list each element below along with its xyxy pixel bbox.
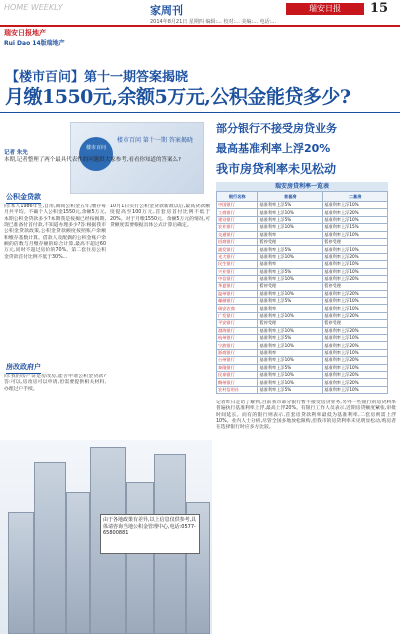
rate-table-grid <box>216 191 388 394</box>
table-row <box>217 305 388 312</box>
table-row <box>217 312 388 319</box>
bank-name-cell: 农业银行 <box>217 224 258 231</box>
rate-cell: 暂停受理 <box>258 320 323 327</box>
bank-name-cell: 招商银行 <box>217 238 258 245</box>
rate-cell: 暂停受理 <box>323 320 388 327</box>
table-row <box>217 224 388 231</box>
bank-name-cell: 民泰银行 <box>217 371 258 378</box>
rate-cell: 基准利率上浮15% <box>323 224 388 231</box>
subhead-2: 房改政府户 <box>6 362 41 374</box>
rate-cell: 基准利率上浮5% <box>258 216 323 223</box>
rate-cell: 基准利率上浮5% <box>258 202 323 209</box>
building <box>66 492 90 634</box>
rate-cell: 基准利率上浮10% <box>323 202 388 209</box>
rate-cell: 基准利率上浮20% <box>323 342 388 349</box>
bank-name-cell: 华夏银行 <box>217 283 258 290</box>
rate-cell: 基准利率上浮20% <box>323 275 388 282</box>
body-right-column: 记者昨日走访了解到,目前我市部分银行暂不接受房贷业务,另外一些银行的房贷利率普遍执行基准利率上浮,最高上浮20%。有银行工作人员表示,近期房贷额度紧张,审批时间延长。而有的银行则表示,首套房贷款利率最低为基准利率,二套房则需上浮10%。业内人士分析,尽管全国多地放松限购,但我市的房贷利率未见明显松动,购房者在选择银行时应多方比较。 <box>216 400 396 431</box>
rate-cell: 基准利率 <box>258 261 323 268</box>
table-row <box>217 253 388 260</box>
bank-name-cell: 稠州银行 <box>217 379 258 386</box>
rate-cell: 基准利率上浮5% <box>258 335 323 342</box>
rate-cell: 基准利率上浮10% <box>323 298 388 305</box>
rate-cell: 暂停受理 <box>323 238 388 245</box>
rate-cell: 基准利率上浮20% <box>323 327 388 334</box>
building <box>34 462 66 634</box>
table-row <box>217 320 388 327</box>
table-header: 二套房 <box>323 192 388 202</box>
table-row <box>217 298 388 305</box>
section-name-en: Rui Dao 14版瑞地产 <box>4 40 65 47</box>
table-row <box>217 268 388 275</box>
rate-cell: 基准利率上浮10% <box>323 268 388 275</box>
bank-name-cell: 中国银行 <box>217 202 258 209</box>
rate-cell: 基准利率 <box>258 349 323 356</box>
bank-name-cell: 浙商银行 <box>217 349 258 356</box>
bank-name-cell: 邮储银行 <box>217 298 258 305</box>
feature-text: 楼市百问 第十一期 答案揭晓 <box>117 137 193 144</box>
rate-cell: 基准利率上浮10% <box>323 246 388 253</box>
rate-cell: 基准利率 <box>258 231 323 238</box>
table-row <box>217 246 388 253</box>
rate-cell: 基准利率上浮10% <box>258 371 323 378</box>
table-row <box>217 209 388 216</box>
building <box>126 482 154 634</box>
bank-name-cell: 光大银行 <box>217 253 258 260</box>
bank-name-cell: 农村信用社 <box>217 386 258 393</box>
rate-cell: 基准利率上浮5% <box>258 364 323 371</box>
body-paragraph-1: 问:本人1986年生,自用,期间公积金五年,缴存每月共平均。不确个人公积金1550元,余额5万元,本期公积金贷款多少?本期我是按揭已经按揭期,现已准备付首付款,不知道办理多少?答:根据我市公积金贷款政策,公积金贷款额度按照账户余额和缴存基数计算。借款人及配偶的公积金账户余额的倍数与月缴存额的综合计算,最高不超过60万元,同时不超过房价的70%。第二套住房公积金贷款首付比例不低于30%... <box>4 204 106 260</box>
bank-name-cell: 浦发银行 <box>217 246 258 253</box>
body-paragraph-2: 10月1日实行公积金贷款新政以后,最高贷款额度提高至100万元,首套房首付比例不低于20%。对于月缴1550元、余额5万元的情况,可贷额度需要根据具体公式计算后确定。 <box>110 204 210 228</box>
rate-cell: 基准利率上浮20% <box>323 371 388 378</box>
table-row <box>217 327 388 334</box>
weekly-label: HOME WEEKLY <box>4 3 63 12</box>
bank-name-cell: 交通银行 <box>217 231 258 238</box>
rate-cell: 基准利率上浮10% <box>323 386 388 393</box>
rate-cell: 基准利率上浮10% <box>258 342 323 349</box>
page-number: 15 <box>370 1 389 16</box>
table-title: 瑞安房贷利率一览表 <box>216 182 388 191</box>
bank-name-cell: 台州银行 <box>217 357 258 364</box>
rate-cell: 基准利率上浮20% <box>323 290 388 297</box>
dateline: 2014年8月21日 星期四 编辑:... 校对:... 美编:... 电话:... <box>150 19 277 25</box>
deck-line-2: 最高基准利率上浮20% <box>216 142 331 155</box>
bank-name-cell: 平安银行 <box>217 320 258 327</box>
table-row <box>217 216 388 223</box>
table-header: 银行名称 <box>217 192 258 202</box>
bank-name-cell: 广发银行 <box>217 312 258 319</box>
rate-cell: 基准利率上浮5% <box>258 298 323 305</box>
rate-cell: 基准利率上浮20% <box>323 253 388 260</box>
table-header: 首套房 <box>258 192 323 202</box>
paper-name: 瑞安日报 <box>286 3 364 15</box>
bank-name-cell: 中信银行 <box>217 275 258 282</box>
bank-name-cell: 泰隆银行 <box>217 364 258 371</box>
rate-cell: 基准利率上浮10% <box>258 290 323 297</box>
rate-cell: 基准利率上浮10% <box>258 253 323 260</box>
rate-cell: 基准利率上浮10% <box>323 216 388 223</box>
table-header-row <box>217 192 388 202</box>
rate-cell: 暂停受理 <box>258 238 323 245</box>
rate-cell: 基准利率上浮20% <box>323 357 388 364</box>
intro-text: 本期,记者整理了两个最具代表性的问题供大家参考,看看你知道的答案么? <box>4 157 181 164</box>
table-row <box>217 275 388 282</box>
deck-line-1: 部分银行不接受房贷业务 <box>216 122 337 135</box>
table-row <box>217 290 388 297</box>
rate-cell: 基准利率上浮5% <box>258 386 323 393</box>
byline: 记者 朱先 <box>4 150 28 156</box>
bank-name-cell: 兴业银行 <box>217 268 258 275</box>
table-row <box>217 349 388 356</box>
building <box>8 512 34 634</box>
rate-cell: 基准利率上浮10% <box>323 261 388 268</box>
rate-cell: 基准利率上浮10% <box>323 335 388 342</box>
table-row <box>217 342 388 349</box>
rate-cell: 基准利率上浮20% <box>323 209 388 216</box>
rate-cell: 基准利率上浮20% <box>323 379 388 386</box>
rate-cell: 基准利率上浮20% <box>323 312 388 319</box>
bank-name-cell: 瑞安农商 <box>217 305 258 312</box>
rate-cell: 基准利率上浮10% <box>258 312 323 319</box>
bank-name-cell: 渤海银行 <box>217 327 258 334</box>
rate-cell: 基准利率上浮10% <box>258 275 323 282</box>
table-row <box>217 231 388 238</box>
headline-rule <box>0 112 400 113</box>
table-row <box>217 335 388 342</box>
intro <box>4 150 204 165</box>
top-rule <box>0 25 400 27</box>
body-paragraph-3: 问:我的房产证是房改房,能否申请公积金贷款?答:可以,房改房可以申请,但需要提供相关材料,办理过户手续。 <box>4 374 106 392</box>
headline-kicker: 【楼市百问】第十一期答案揭晓 <box>6 70 189 85</box>
bank-name-cell: 民生银行 <box>217 261 258 268</box>
deck <box>216 120 396 177</box>
bank-name-cell: 杭州银行 <box>217 335 258 342</box>
rate-cell: 暂停受理 <box>323 283 388 290</box>
rate-cell: 基准利率上浮10% <box>258 209 323 216</box>
rate-cell: 基准利率上浮10% <box>323 231 388 238</box>
subhead-1: 公积金贷款 <box>6 192 41 204</box>
headline-main: 月缴1550元,余额5万元,公积金能贷多少? <box>5 86 351 108</box>
table-row <box>217 202 388 209</box>
bank-name-cell: 宁波银行 <box>217 342 258 349</box>
rate-cell: 基准利率上浮10% <box>258 357 323 364</box>
rate-cell: 基准利率上浮10% <box>323 349 388 356</box>
feature-badge: 楼市百问 <box>79 137 113 171</box>
bank-name-cell: 温州银行 <box>217 290 258 297</box>
rate-cell: 基准利率上浮10% <box>258 327 323 334</box>
deck-line-3: 我市房贷利率未见松动 <box>216 162 337 176</box>
table-row <box>217 261 388 268</box>
brand-title: 家周刊 <box>150 4 183 17</box>
rate-cell: 基准利率 <box>258 305 323 312</box>
rate-cell: 基准利率上浮10% <box>258 379 323 386</box>
rate-cell: 基准利率上浮5% <box>258 246 323 253</box>
masthead <box>0 0 400 18</box>
table-row <box>217 364 388 371</box>
table-row <box>217 386 388 393</box>
rate-cell: 基准利率上浮10% <box>323 364 388 371</box>
table-row <box>217 283 388 290</box>
table-row <box>217 238 388 245</box>
bank-name-cell: 建设银行 <box>217 216 258 223</box>
rate-cell: 暂停受理 <box>258 283 323 290</box>
bank-name-cell: 工商银行 <box>217 209 258 216</box>
rate-cell: 基准利率上浮5% <box>258 268 323 275</box>
table-row <box>217 379 388 386</box>
section-name: 瑞安日报地产 <box>4 29 46 37</box>
rate-cell: 基准利率上浮10% <box>258 224 323 231</box>
info-note: 由于各地政策有差异,以上信息仅供参考,具体请咨询当地公积金管理中心,电话:0577-65800881 <box>100 514 200 554</box>
rate-table <box>216 182 388 394</box>
table-row <box>217 357 388 364</box>
rate-cell: 基准利率上浮10% <box>323 305 388 312</box>
table-row <box>217 371 388 378</box>
section-logo <box>4 28 84 47</box>
